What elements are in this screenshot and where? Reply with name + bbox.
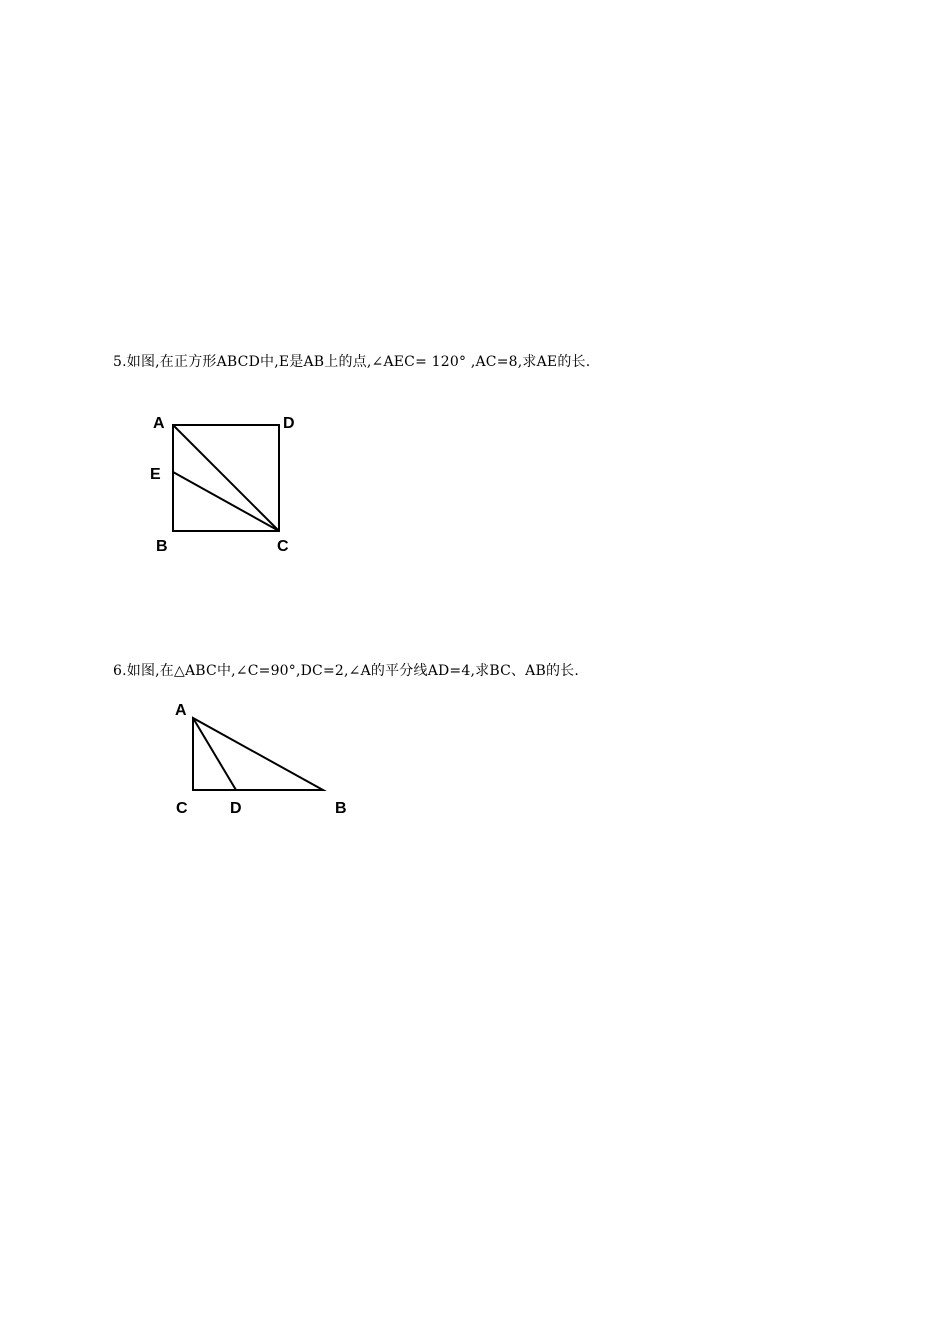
problem-6-figure <box>165 695 365 825</box>
label-a: A <box>175 702 187 719</box>
problem-6-text: 6.如图,在△ABC中,∠C=90°,DC=2,∠A的平分线AD=4,求BC、AB的长. <box>113 663 580 679</box>
segment-ec <box>173 472 279 531</box>
label-a: A <box>153 415 165 432</box>
label-d: D <box>283 415 295 432</box>
label-b: B <box>335 800 347 817</box>
problem-5-figure <box>140 405 320 565</box>
label-b: B <box>156 538 168 555</box>
label-d: D <box>230 800 242 817</box>
problem-5-text: 5.如图,在正方形ABCD中,E是AB上的点,∠AEC= 120° ,AC=8,求AE的长. <box>113 354 591 370</box>
label-e: E <box>150 466 161 483</box>
label-c: C <box>176 800 188 817</box>
label-c: C <box>277 538 289 555</box>
triangle-abc <box>193 718 323 790</box>
diagonal-ac <box>173 425 279 531</box>
